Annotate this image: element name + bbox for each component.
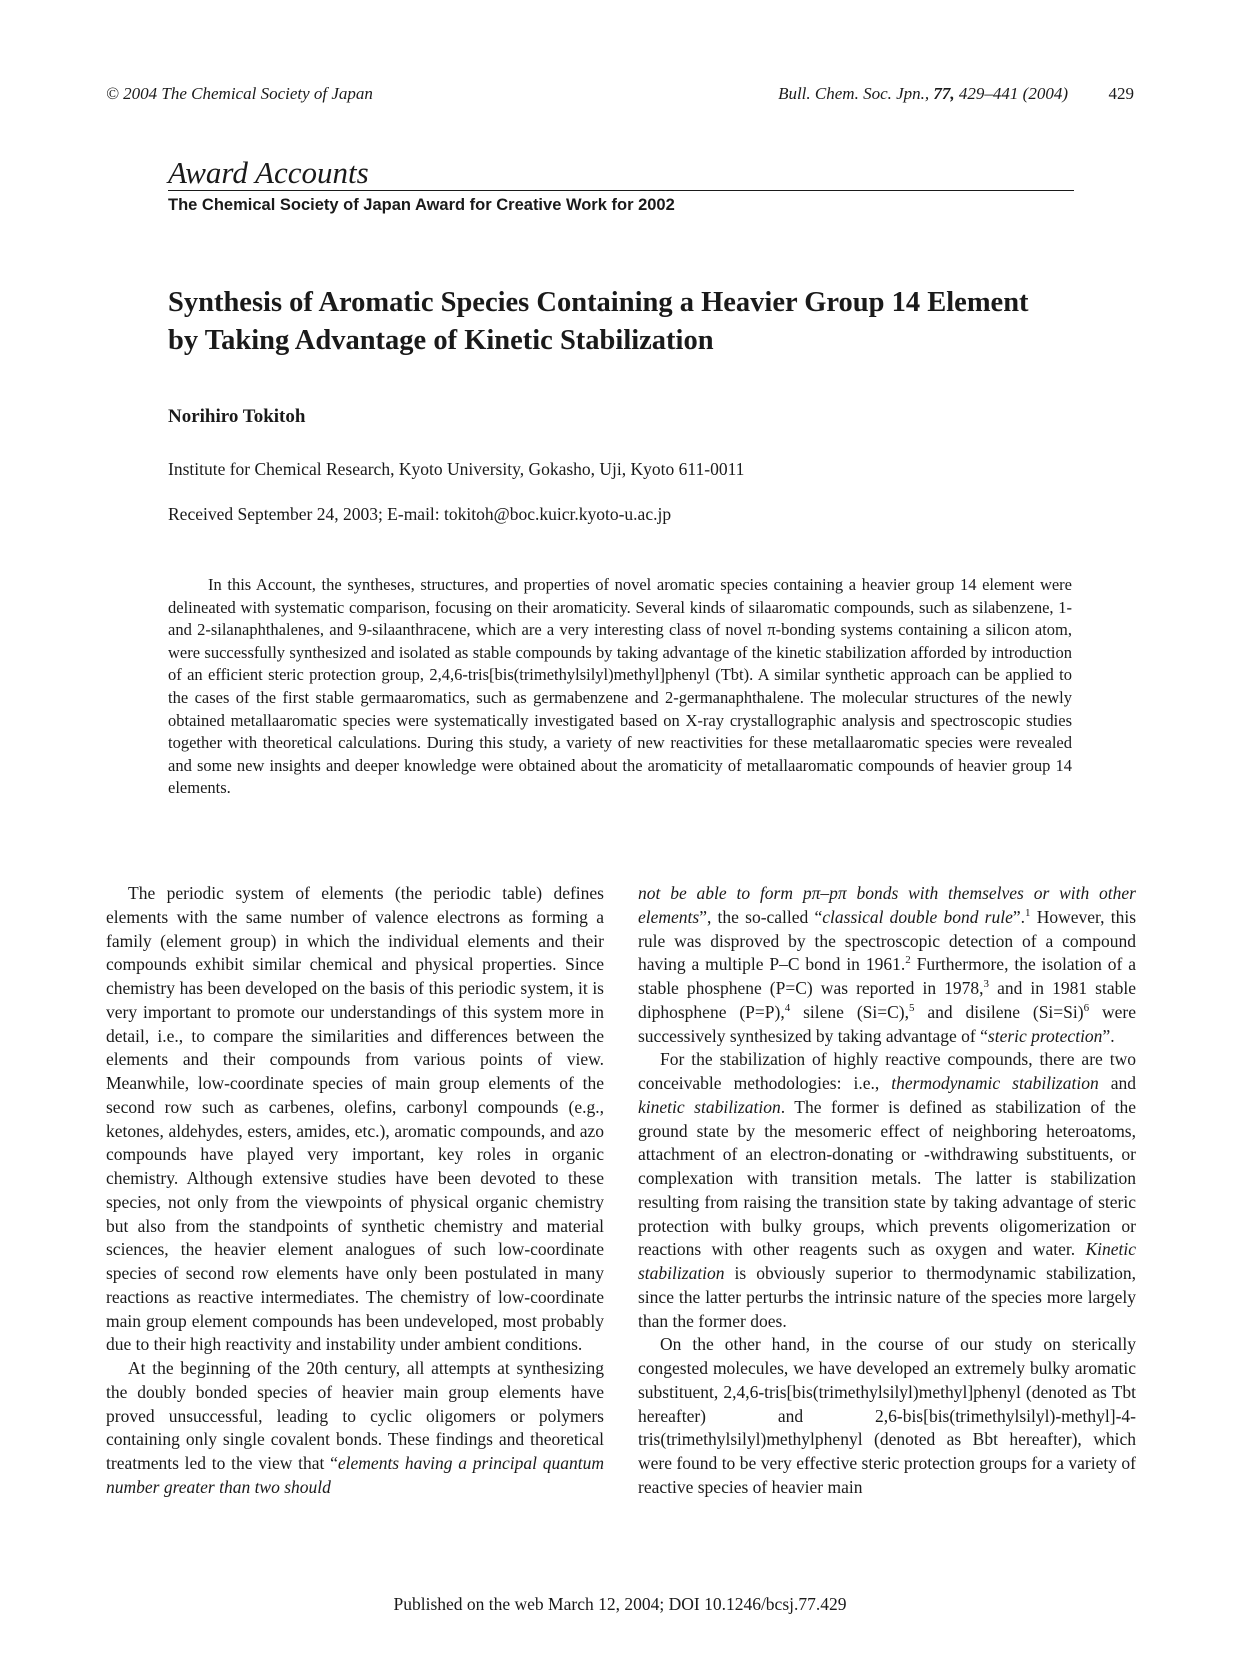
abstract [168,574,1072,800]
body-paragraph [638,882,1136,1048]
reference-superscript: 4 [784,1001,791,1014]
reference-superscript: 5 [909,1001,915,1014]
publication-footer: Published on the web March 12, 2004; DOI 10.1246/bcsj.77.429 [393,1594,847,1614]
text-run: At the beginning of the 20th century, all attempts at synthesizing the doubly bonded species of heavier main group elements have proved unsuccessful, leading to cyclic oligomers or polymers containing only single covalent bonds. These findings and theoretical treatments led to the view that “ [106,1358,604,1473]
journal-name: Bull. Chem. Soc. Jpn., [778,84,930,103]
section-subtitle: The Chemical Society of Japan Award for Creative Work for 2002 [168,196,675,214]
section-heading [168,156,1074,191]
italic-run: steric protection [987,1025,1103,1046]
text-run: Furthermore, the isolation of a stable phosphene (P=C) was reported in 1978, [638,954,1136,998]
text-run: and disilene (Si=Si) [914,1001,1084,1022]
author-affiliation: Institute for Chemical Research, Kyoto University, Gokasho, Uji, Kyoto 611-0011 [168,459,745,479]
text-run: . The former is defined as stabilization of the ground state by the mesomeric effect of neighboring heteroatoms, attachment of an electron-donating or -withdrawing substituents, or complexation with transition metals. The latter is stabilization resulting from raising the transition state by taking advantage of steric protection with bulky groups, which prevents oligomerization or reactions with other reagents such as oxygen and water. [638,1096,1136,1260]
reference-superscript: 6 [1083,1001,1090,1014]
body-paragraph [638,1048,1136,1333]
italic-run: thermodynamic stabilization [891,1073,1099,1093]
article-title-line2: by Taking Advantage of Kinetic Stabilization [168,325,714,356]
article-title [168,284,1088,360]
text-run: However, this rule was disproved by the spectroscopic detection of a compound having a multiple P–C bond in 1961. [638,906,1136,975]
reference-superscript: 3 [983,978,990,991]
text-run: silene (Si=C), [790,1001,909,1022]
text-run: and [1098,1073,1136,1093]
text-run: ”. [1012,906,1026,927]
text-run: is obviously superior to thermodynamic stabilization, since the latter perturbs the intrinsic nature of the species more largely than the former does. [638,1263,1136,1331]
body-paragraph [106,1357,604,1500]
italic-run: not be able to form pπ–pπ bonds with themselves or with other elements [638,883,1136,927]
copyright-notice: © 2004 The Chemical Society of Japan [106,84,373,103]
italic-run: kinetic stabilization [638,1096,781,1117]
section-title: Award Accounts [168,155,369,190]
body-column-right [638,882,1136,1500]
author-name: Norihiro Tokitoh [168,406,306,427]
text-run: were successively synthesized by taking advantage of “ [638,1001,1136,1046]
article-title-line1: Synthesis of Aromatic Species Containing a Heavier Group 14 Element [168,287,1029,318]
abstract-text: In this Account, the syntheses, structures, and properties of novel aromatic species containing a heavier group 14 element were delineated with systematic comparison, focusing on their aromaticity. Several kinds of silaaromatic compounds, such as silabenzene, 1- and 2-silanaphthalenes, and 9-silaanthracene, which are a very interesting class of novel π-bonding systems containing a silicon atom, were successfully synthesized and isolated as stable compounds by taking advantage of the kinetic stabilization afforded by introduction of an efficient steric protection group, 2,4,6-tris[bis(trimethylsilyl)methyl]phenyl (Tbt). A similar synthetic approach can be applied to the cases of the first stable germaaromatics, such as germabenzene and 2-germanaphthalene. The molecular structures of the newly obtained metallaaromatic species were systematically investigated based on X-ray crystallographic analysis and spectroscopic studies together with theoretical calculations. During this study, a variety of new reactivities for these metallaaromatic species were revealed and some new insights and deeper knowledge were obtained about the aromaticity of metallaaromatic compounds of heavier group 14 elements. [168,575,1072,798]
received-and-email: Received September 24, 2003; E-mail: tokitoh@boc.kuicr.kyoto-u.ac.jp [168,504,672,524]
text-run: ”, the so-called “ [699,906,823,927]
body-paragraph: The periodic system of elements (the periodic table) defines elements with the same number of valence electrons as forming a family (element group) in which the individual elements and their compounds exhibit similar chemical and physical properties. Since chemistry has been developed on the basis of this periodic system, it is very important to promote our understandings of this system more in detail, i.e., to compare the similarities and differences between the elements and their compounds from various points of view. Meanwhile, low-coordinate species of main group elements of the second row such as carbenes, olefins, carbonyl compounds (e.g., ketones, aldehydes, esters, amides, etc.), aromatic compounds, and azo compounds have played very important, key roles in organic chemistry. Although extensive studies have been devoted to these species, not only from the viewpoints of physical organic chemistry but also from the standpoints of synthetic chemistry and material sciences, the heavier element analogues of such low-coordinate species of second row elements have only been postulated in many reactions as reactive intermediates. The chemistry of low-coordinate main group element compounds has been undeveloped, most probably due to their high reactivity and instability under ambient conditions. [106,883,604,1355]
body-column-left [106,882,604,1500]
italic-run: Kinetic stabilization [638,1239,1136,1283]
page-number: 429 [1108,84,1134,103]
text-run: and in 1981 stable diphosphene (P=P), [638,978,1136,1022]
italic-run: classical double bond rule [822,906,1013,927]
journal-citation [778,84,1068,104]
journal-pages-year: 429–441 (2004) [958,84,1068,103]
reference-superscript: 2 [905,954,911,967]
journal-volume: 77, [933,84,955,103]
body-paragraph: On the other hand, in the course of our study on sterically congested molecules, we have developed an extremely bulky aromatic substituent, 2,4,6-tris[bis(trimethylsilyl)methyl]phenyl (denoted as Tbt hereafter) and 2,6-bis[bis(trimethylsilyl)-methyl]-4-tris(trimethylsilyl)methylphenyl (denoted as Bbt hereafter), which were found to be very effective steric protection groups for a variety of reactive species of heavier main [638,1334,1136,1497]
italic-run: elements having a principal quantum number greater than two should [106,1453,604,1497]
text-run: For the stabilization of highly reactive compounds, there are two conceivable methodologies: i.e., [638,1049,1136,1093]
text-run: ”. [1102,1025,1115,1046]
reference-superscript: 1 [1025,906,1031,919]
